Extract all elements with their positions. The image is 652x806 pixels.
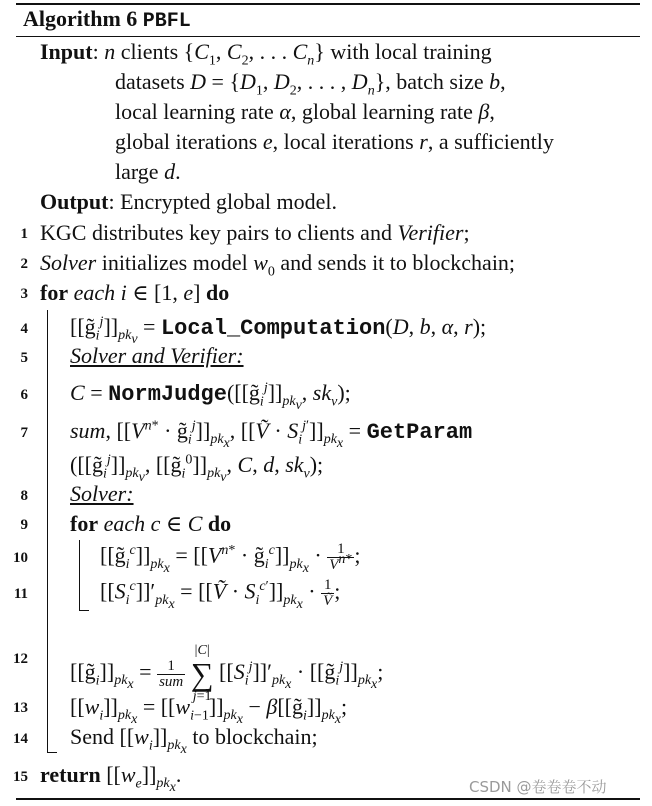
step-15: return $[[w_e]]_{pk_x}$. (40, 762, 182, 796)
line-number-11: 11 (13, 586, 28, 602)
line-number-8: 8 (20, 488, 28, 504)
line-number-12: 12 (13, 651, 28, 667)
inner-loop-end (79, 610, 89, 611)
input-line-2: datasets $D = \{D_1$, $D_2$, . . . , $D_n$}, batch size b, (115, 69, 506, 99)
step-2: Solver initializes model $w_0$ and sends it to blockchain; (40, 250, 516, 280)
line-number-10: 10 (13, 550, 28, 566)
line-number-15: 15 (13, 769, 28, 785)
title-rule (16, 36, 640, 37)
input-line-1: Input: n clients {$C_1$, $C_2$, . . . $C_n$} with local training (40, 39, 492, 69)
input-line-5: large d. (115, 159, 181, 184)
line-number-9: 9 (20, 517, 28, 533)
step-14: Send $[[w_i]]_{pk_x}$ to blockchain; (70, 724, 318, 758)
bottom-rule (16, 798, 640, 800)
step-13: $[[w_i]]_{pk_x} = [[w_{i-1}]]_{pk_x}$ − $\beta[[g̃_i]]_{pk_x}$; (70, 694, 348, 728)
algorithm-title (23, 6, 191, 35)
step-5: Solver and Verifier: (70, 343, 244, 368)
input-line-3: local learning rate α, global learning rate β, (115, 99, 495, 124)
line-number-2: 2 (20, 256, 28, 272)
step-12: $[[g̃_i]]_{pk_x}$ = $\frac{1}{\text{sum}}$ |C| ∑ j=1 $[[S_i^j]]'_{pk_x}$ · $[[g̃_i^j]]_{pk_x}$; (70, 643, 384, 704)
line-number-14: 14 (13, 731, 28, 747)
input-line-4: global iterations e, local iterations r, a sufficiently (115, 129, 554, 154)
output-text: : Encrypted global model. (108, 189, 337, 214)
for-loop-bar (47, 310, 48, 752)
step-4: $[[g̃_i^j]]_{pk_v}$ = Local_Computation(D, b, α, r); (70, 314, 487, 348)
step-3: for each i ∈ [1, e] do (40, 280, 230, 305)
output-line (40, 189, 337, 215)
step-11: $[[S_i^c]]'_{pk_x}$ = [[Ṽ · $S_i^{c'}]]_{pk_x}$ · $\frac{1}{\text{Ṽ}}$ ; (100, 577, 341, 612)
line-number-6: 6 (20, 387, 28, 403)
step-10: $[[g̃_i^c]]_{pk_x} = [[V^{n*}$ · $g̃_i^c]]_{pk_x}$ · $\frac{1}{V^{n*}}$ ; (100, 541, 361, 576)
line-number-7: 7 (20, 425, 28, 441)
algorithm-name: PBFL (142, 10, 191, 33)
step-8: Solver: (70, 481, 134, 506)
watermark: CSDN @卷卷卷不动 (469, 778, 607, 796)
top-rule (16, 3, 640, 5)
line-number-1: 1 (20, 226, 28, 242)
line-number-4: 4 (20, 321, 28, 337)
algorithm-label: Algorithm 6 (23, 6, 138, 31)
output-keyword: Output (40, 189, 109, 214)
step-7-continued: ($[[g̃_i^j]]_{pk_v}$, $[[g̃_i^0]]_{pk_v}$, C, d, $sk_v$); (70, 452, 324, 486)
step-7: sum, [[$V^{n*}$ · $g̃_i^j]]_{pk_x}$, [[Ṽ · $S_i^{j'}]]_{pk_x}$ = GetParam (70, 418, 473, 452)
line-number-5: 5 (20, 350, 28, 366)
for-loop-end (47, 752, 57, 753)
step-9: for each c ∈ C do (70, 511, 232, 536)
step-6: $C = NormJudge([[g̃_i^j]]_{pk_v}$, $sk_v$); (70, 380, 351, 414)
input-keyword: Input (40, 39, 93, 64)
inner-loop-bar (79, 540, 80, 610)
step-1: KGC distributes key pairs to clients and Verifier; (40, 220, 470, 245)
line-number-3: 3 (20, 286, 28, 302)
line-number-13: 13 (13, 700, 28, 716)
